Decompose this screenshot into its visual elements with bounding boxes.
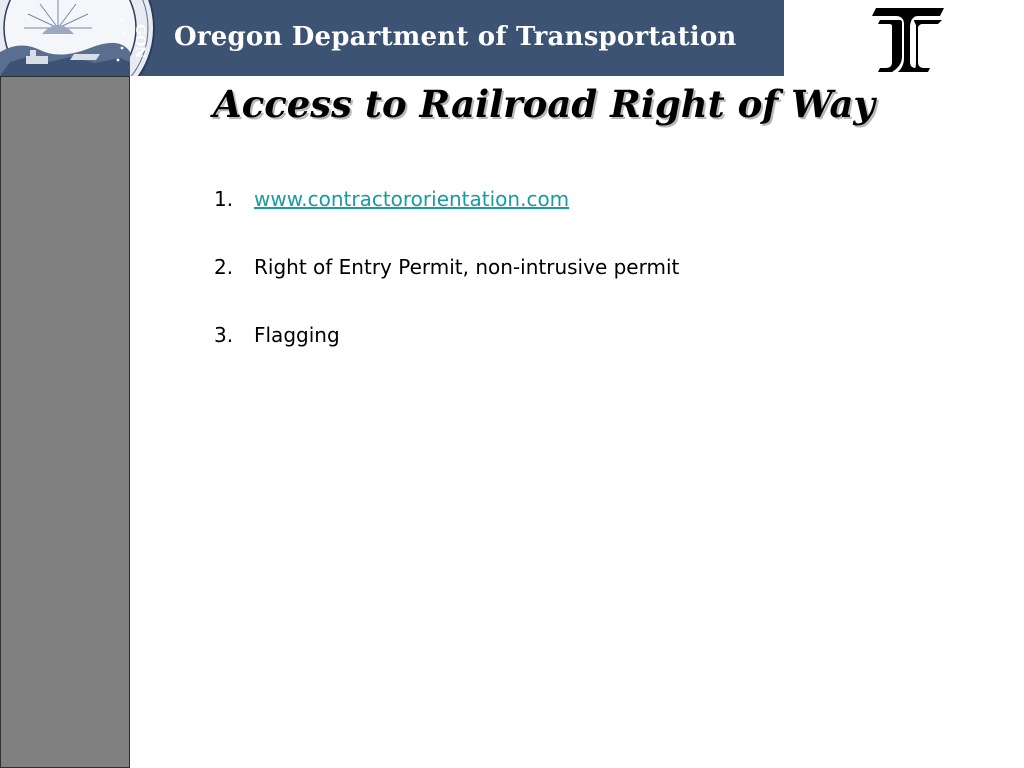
seal-text: GON [132, 24, 147, 59]
list-item-text: Right of Entry Permit, non-intrusive permit [254, 255, 680, 279]
bullet-list [214, 185, 679, 389]
odot-logo-icon [868, 4, 948, 72]
header-banner [0, 0, 784, 76]
list-item-number: 2. [214, 255, 234, 279]
list-item [214, 321, 679, 389]
oregon-seal-icon [0, 0, 160, 76]
list-item [214, 185, 679, 253]
list-item-text: Flagging [254, 323, 340, 347]
slide-title: Access to Railroad Right of Way [213, 82, 875, 126]
list-item-number: 1. [214, 187, 234, 211]
org-name: Oregon Department of Transportation [174, 22, 737, 52]
sidebar-panel [0, 76, 130, 768]
list-item-number: 3. [214, 323, 234, 347]
list-item [214, 253, 679, 321]
contractor-orientation-link[interactable]: www.contractororientation.com [254, 187, 570, 211]
